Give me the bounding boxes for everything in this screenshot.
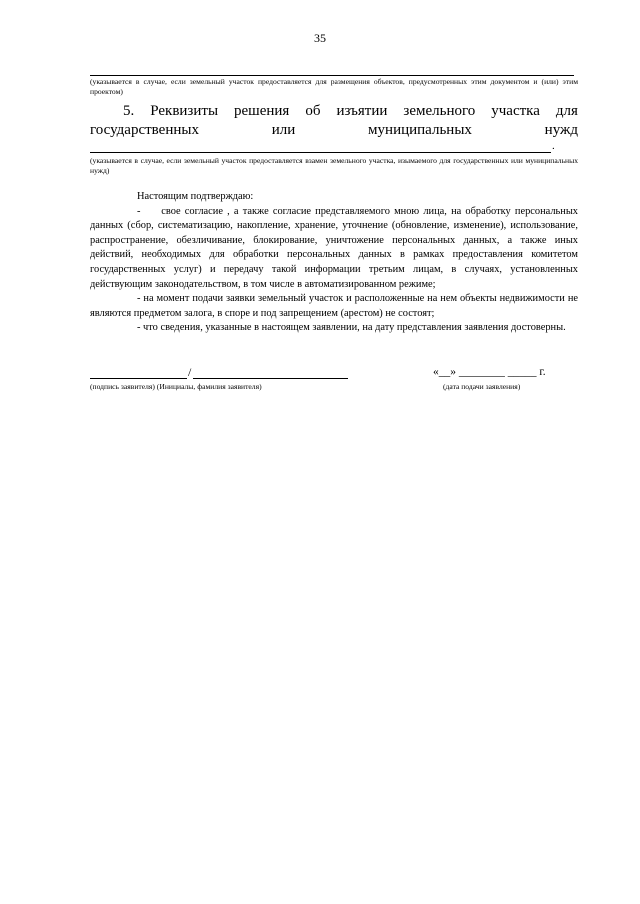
date-field[interactable]: «__» ________ _____ г. <box>433 366 546 378</box>
field-end-period: . <box>552 140 555 152</box>
date-label: (дата подачи заявления) <box>443 382 521 391</box>
heading-word: участка <box>491 103 540 119</box>
decision-requisites-field[interactable] <box>90 152 551 153</box>
heading-word: муниципальных <box>368 122 472 138</box>
heading-word: или <box>271 122 296 138</box>
section5-note: (указывается в случае, если земельный участок предоставляется взамен земельного участка, изымаемого для государственных или муниципальных нужд) <box>90 156 578 175</box>
heading-word: об <box>305 103 321 119</box>
confirmation-item-reliable: - что сведения, указанные в настоящем заявлении, на дату представления заявления достоверны. <box>137 322 566 334</box>
name-field[interactable] <box>193 378 348 379</box>
signature-separator: / <box>188 365 192 379</box>
signature-field[interactable] <box>90 378 187 379</box>
heading-word: нужд <box>544 122 578 138</box>
confirmation-item-consent: - свое согласие , а также согласие представляемого мною лица, на обработку персональных данных (сбор, систематизацию, накопление, хранение, уточнение (обновление, изменение), использование, распространение, обезличивание, блокирование, уничтожение персональных данных, а также иных действий, необходимых для обработки персональных данных в рамках предоставления комитетом государственных услуг) и передачу такой информации третьим лицам, в случаях, установленных действующим законодательством, в том числе в автоматизированном режиме; <box>90 205 578 290</box>
heading-word: для <box>555 103 578 119</box>
section5-heading-line1 <box>90 102 578 120</box>
confirmation-block <box>90 190 578 336</box>
heading-word: государственных <box>90 122 199 138</box>
page-number: 35 <box>314 31 326 45</box>
heading-word: Реквизиты <box>150 103 219 119</box>
heading-word: изъятии <box>336 103 388 119</box>
heading-word: решения <box>234 103 290 119</box>
confirmation-intro: Настоящим подтверждаю: <box>137 191 254 202</box>
signature-label: (подпись заявителя) (Инициалы, фамилия заявителя) <box>90 382 262 391</box>
heading-word: земельного <box>403 103 476 119</box>
heading-word: 5. <box>123 103 135 119</box>
section5-heading-line2 <box>90 121 578 139</box>
confirmation-item-no-pledge: - на момент подачи заявки земельный участок и расположенные на нем объекты недвижимости не являются предметом залога, в споре и под запрещением (арестом) не состоят; <box>90 293 578 319</box>
objects-field-note: (указывается в случае, если земельный участок предоставляется для размещения объектов, предусмотренных этим документом и (или) этим проектом) <box>90 77 578 96</box>
objects-field-line[interactable] <box>90 75 574 76</box>
